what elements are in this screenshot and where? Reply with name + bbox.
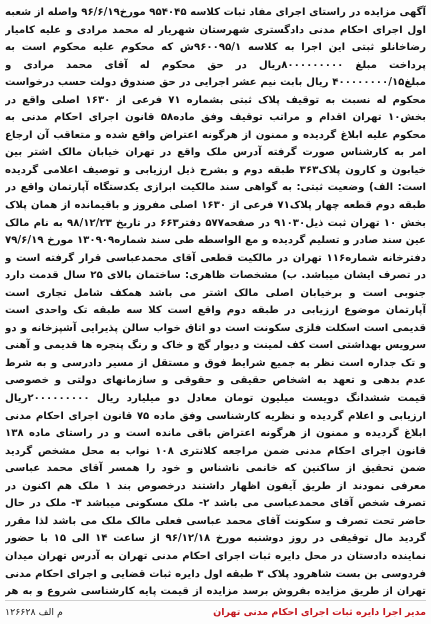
notice-body-text: آگهی مزایده در راستای اجرای مفاد ثبات کلاسه ۹۵۴۰۴۵ مورخ۹۶/۶/۱۹ واصله از شعبه اول اجرای احکام مدنی دادگستری شهرستان شهریار له محمد مرادی و علیه کامیار رضاخانلو ثبتی این اجرا به کلاسه ۹۶۰۰۹۵/۱ش که محکوم علیه محکوم است به پرداخت مبلغ ۸۰۰۰۰۰۰۰۰۰ریال در حق محکوم له آقای محمد مرادی و مبلغ۴۰۰۰۰۰۰۰۰/۱۵ ریال بابت نیم عشر اجرایی در حق صندوق دولت حسب درخواست محکوم له نسبت به توقیف پلاک ثبتی بشماره ۷۱ فرعی از ۱۶۳۰ اصلی واقع در بخش۱۰ تهران اقدام و مراتب توقیف وفق ماده۵۸ قانون اجرای احکام مدنی به محکوم علیه ابلاغ گردیده و ممنون از هرگونه اعتراض واقع شده و متعاقب آن ارجاع امر به کارشناس صورت گرفته آدرس ملک واقع در تهران خیابان مالک اشتر بین خیابون و کارون پلاک۳۶۳ طبقه دوم و بشرح ذیل ارزیابی و توصیف اعلامی گردیده است: الف) وضعیت ثبتی: به گواهی سند مالکیت ابرازی یکدستگاه آپارتمان واقع در طبقه دوم قطعه چهار پلاک۷۱ فرعی از ۱۶۳۰ اصلی مفروز و باقیمانده از همان پلاک بخش ۱۰ تهران ثبت ذیل۹۱۰۳۰ در صفحه۵۷۷ دفتر۶۶۳ در تاریخ ۹۸/۱۲/۲۳ به نام مالک عین سند صادر و تسلیم گردیده و مع الواسطه طی سند شماره۱۳۰۹۰۹ مورخ ۷۹/۶/۱۹ دفترخانه شماره۱۱۶ تهران در مالکیت قطعی آقای محمدعباسی قرار گرفته است و در تصرف ایشان میباشد. ب) مشخصات ظاهری: ساختمان بالای ۲۵ سال قدمت دارد جنوبی است و برخیابان اصلی مالک اشتر می باشد همکف شامل تجاری است آپارتمان موضوع ارزیابی در طبقه دوم واقع است کلا سه طبقه تک واحدی است قدیمی است اسکلت فلزی سکونت است دو اتاق خواب سالن پذیرایی آشپزخانه و دو سرویس بهداشتی است کف لمینت و دیوار گچ و خاک و رنگ پنجره ها قدیمی و آهنی و تک جداره است نظر به جمیع شرایط فوق و مستقل از مسیر دادرسی و به شرط عدم بدهی و تعهد به اشخاص حقیقی و حقوقی و سازمانهای دولتی و خصوصی قیمت ششدانگ دویست میلیون تومان معادل دو میلیارد ریال ۲۰۰۰۰۰۰۰۰۰ریال ارزیابی و اعلام گردیده و نظریه کارشناسی وفق ماده ۷۵ قانون اجرای احکام مدنی ابلاغ گردیده و ممنون از هرگونه اعتراض باقی مانده است و در راستای ماده ۱۳۸ قانون اجرای احکام مدنی ضمن مراجعه کلانتری ۱۰۸ نواب به محل مشخص گردید ضمن تحقیق از ساکنین که خانمی ناشناس و خود را همسر آقای محمد عباسی معرفی نمودند از طریق آیفون اظهار داشتند درخصوص بند ۱ ملک هم اکنون در تصرف شخص آقای محمدعباسی می باشد ۲- ملک مسکونی میباشد ۳- ملک در حال حاضر تحت تصرف و سکونت آقای محمد عباسی فعلی مالک ملک می باشد لذا مقرر گردید مال توقیفی در روز دوشنبه مورخ ۹۶/۱۲/۱۸ از ساعت ۱۴ الی ۱۵ با حضور نماینده دادستان در محل دایره ثبات اجرای احکام مدنی تهران به آدرس تهران میدان فردوسی بن بست شاهرود پلاک ۳ طبقه اول دایره ثبات قضایی و اجرای احکام مدنی تهران از طریق مزایده بفروش برسد مزایده از قیمت پایه کارشناسی شروع و به هر [5, 7, 426, 598]
notice-code: م الف ۱۲۶۶۲۸ [5, 606, 63, 618]
issuing-office-signature: مدیر اجرا دایره ثبات اجرای احکام مدنی تهران [213, 606, 426, 618]
notice-footer [5, 600, 426, 621]
